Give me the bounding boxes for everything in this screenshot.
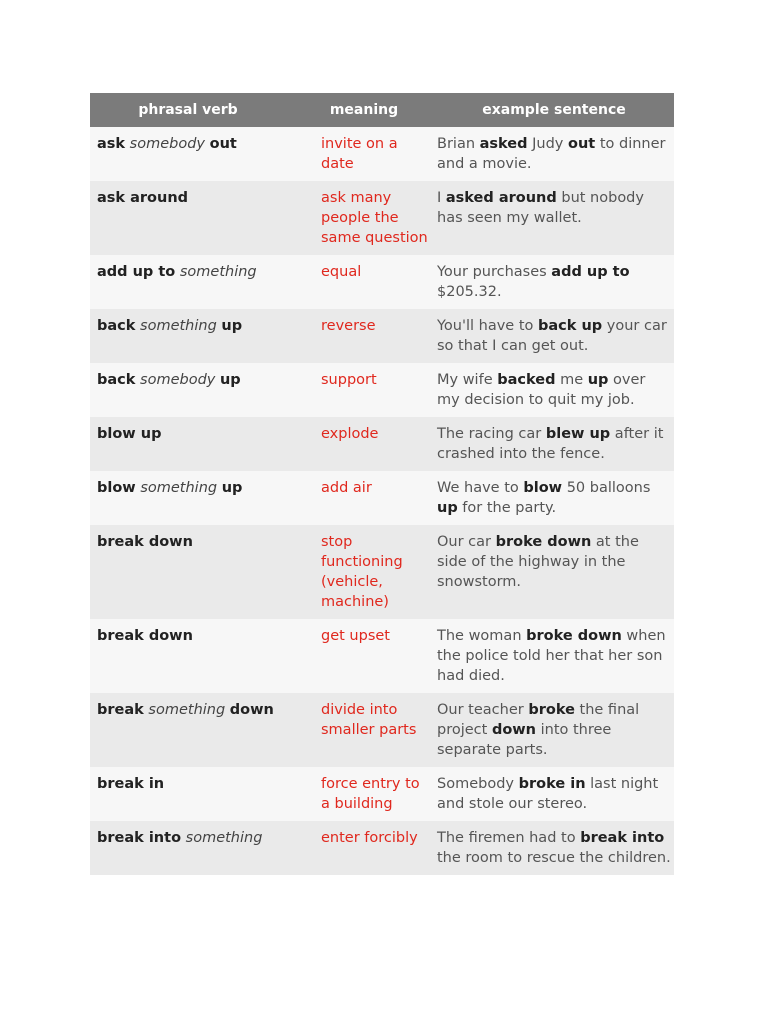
example-sentence-cell: The firemen had to break into the room to rescue the children. bbox=[434, 821, 674, 875]
example-sentence-cell: The racing car blew up after it crashed into the fence. bbox=[434, 417, 674, 471]
example-sentence-cell: Our car broke down at the side of the highway in the snowstorm. bbox=[434, 525, 674, 619]
example-bold-text: backed bbox=[497, 372, 556, 388]
example-sentence-cell: Brian asked Judy out to dinner and a movie. bbox=[434, 127, 674, 181]
table-body bbox=[90, 127, 674, 875]
phrasal-verb-bold-text: blow bbox=[97, 480, 136, 496]
table-row bbox=[90, 127, 674, 181]
table-row bbox=[90, 525, 674, 619]
meaning-cell: reverse bbox=[316, 309, 434, 363]
example-bold-text: asked bbox=[479, 136, 528, 152]
phrasal-verb-bold-text: back bbox=[97, 372, 136, 388]
example-bold-text: add up to bbox=[551, 264, 630, 280]
phrasal-verb-bold-text: break in bbox=[97, 776, 165, 792]
phrasal-verb-cell bbox=[90, 525, 316, 619]
phrasal-verb-cell bbox=[90, 821, 316, 875]
phrasal-verb-italic-text: something bbox=[140, 318, 217, 334]
phrasal-verb-bold-text: up bbox=[219, 372, 241, 388]
example-bold-text: broke down bbox=[526, 628, 622, 644]
phrasal-verb-cell bbox=[90, 363, 316, 417]
example-sentence-cell: Your purchases add up to $205.32. bbox=[434, 255, 674, 309]
phrasal-verb-italic-text: something bbox=[140, 480, 218, 496]
example-bold-text: blew up bbox=[545, 426, 611, 442]
phrasal-verb-cell bbox=[90, 619, 316, 693]
phrasal-verb-bold-text: back bbox=[97, 318, 136, 334]
phrasal-verb-italic-text: somebody bbox=[140, 372, 216, 388]
table-row bbox=[90, 767, 674, 821]
example-bold-text: asked around bbox=[445, 190, 557, 206]
phrasal-verb-bold-text: out bbox=[209, 136, 237, 152]
meaning-cell: explode bbox=[316, 417, 434, 471]
example-sentence-cell: I asked around but nobody has seen my wallet. bbox=[434, 181, 674, 255]
meaning-cell: enter forcibly bbox=[316, 821, 434, 875]
phrasal-verb-bold-text: break into bbox=[97, 830, 182, 846]
table-row bbox=[90, 255, 674, 309]
phrasal-verb-cell bbox=[90, 693, 316, 767]
example-sentence-cell: The woman broke down when the police told her that her son had died. bbox=[434, 619, 674, 693]
header-meaning: meaning bbox=[316, 93, 434, 127]
example-bold-text: up bbox=[587, 372, 609, 388]
example-sentence-cell: Our teacher broke the final project down into three separate parts. bbox=[434, 693, 674, 767]
example-bold-text: back up bbox=[538, 318, 603, 334]
phrasal-verb-cell bbox=[90, 417, 316, 471]
phrasal-verb-bold-text: down bbox=[229, 702, 274, 718]
phrasal-verb-italic-text: something bbox=[148, 702, 226, 718]
phrasal-verb-bold-text: break down bbox=[97, 534, 193, 550]
phrasal-verb-italic-text: something bbox=[185, 830, 263, 846]
phrasal-verb-bold-text: blow up bbox=[97, 426, 162, 442]
phrasal-verb-italic-text: somebody bbox=[129, 136, 206, 152]
meaning-cell: divide into smaller parts bbox=[316, 693, 434, 767]
example-bold-text: up bbox=[437, 500, 458, 516]
phrasal-verb-cell bbox=[90, 255, 316, 309]
phrasal-verb-italic-text: something bbox=[179, 264, 257, 280]
meaning-cell: get upset bbox=[316, 619, 434, 693]
meaning-cell: add air bbox=[316, 471, 434, 525]
example-bold-text: out bbox=[568, 136, 596, 152]
example-sentence-cell: We have to blow 50 balloons up for the party. bbox=[434, 471, 674, 525]
table-row bbox=[90, 181, 674, 255]
meaning-cell: invite on a date bbox=[316, 127, 434, 181]
table-row bbox=[90, 363, 674, 417]
phrasal-verb-bold-text: up bbox=[221, 318, 243, 334]
table-header bbox=[90, 93, 674, 127]
phrasal-verb-cell bbox=[90, 181, 316, 255]
header-phrasal-verb: phrasal verb bbox=[90, 93, 316, 127]
phrasal-verb-cell bbox=[90, 309, 316, 363]
table-row bbox=[90, 693, 674, 767]
example-bold-text: blow bbox=[523, 480, 563, 496]
phrasal-verb-bold-text: break bbox=[97, 702, 144, 718]
header-row bbox=[90, 93, 674, 127]
phrasal-verb-bold-text: ask around bbox=[97, 190, 189, 206]
example-bold-text: down bbox=[491, 722, 536, 738]
example-sentence-cell: You'll have to back up your car so that I can get out. bbox=[434, 309, 674, 363]
phrasal-verb-bold-text: ask bbox=[97, 136, 126, 152]
example-bold-text: broke bbox=[528, 702, 575, 718]
meaning-cell: stop functioning (vehicle, machine) bbox=[316, 525, 434, 619]
phrasal-verb-cell bbox=[90, 127, 316, 181]
header-example-sentence: example sentence bbox=[434, 93, 674, 127]
table-row bbox=[90, 471, 674, 525]
example-bold-text: broke down bbox=[495, 534, 592, 550]
table-row bbox=[90, 309, 674, 363]
table-row bbox=[90, 821, 674, 875]
phrasal-verb-cell bbox=[90, 767, 316, 821]
example-bold-text: broke in bbox=[518, 776, 586, 792]
phrasal-verb-bold-text: up bbox=[221, 480, 243, 496]
table-row bbox=[90, 619, 674, 693]
meaning-cell: support bbox=[316, 363, 434, 417]
example-bold-text: break into bbox=[580, 830, 665, 846]
phrasal-verb-bold-text: add up to bbox=[97, 264, 176, 280]
table-row bbox=[90, 417, 674, 471]
phrasal-verb-table bbox=[90, 93, 674, 875]
phrasal-verb-cell bbox=[90, 471, 316, 525]
meaning-cell: equal bbox=[316, 255, 434, 309]
meaning-cell: ask many people the same question bbox=[316, 181, 434, 255]
example-sentence-cell: My wife backed me up over my decision to quit my job. bbox=[434, 363, 674, 417]
phrasal-verb-bold-text: break down bbox=[97, 628, 193, 644]
meaning-cell: force entry to a building bbox=[316, 767, 434, 821]
example-sentence-cell: Somebody broke in last night and stole our stereo. bbox=[434, 767, 674, 821]
